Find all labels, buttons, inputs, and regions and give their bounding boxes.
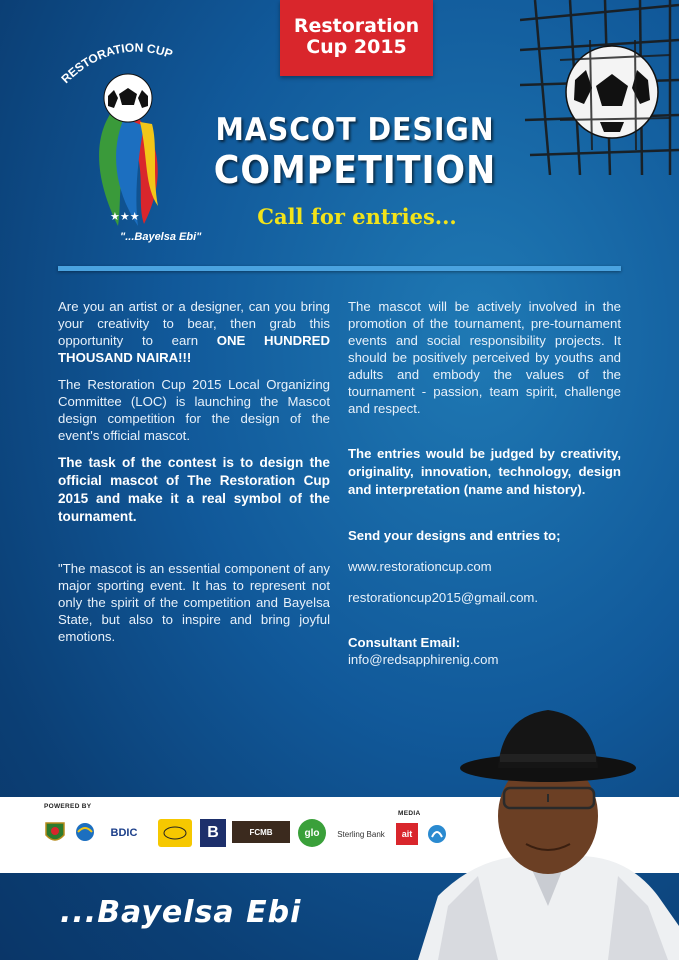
sponsor-sterling: Sterling Bank bbox=[337, 829, 385, 839]
divider bbox=[58, 266, 621, 271]
sponsor-fcmb: FCMB bbox=[232, 821, 290, 843]
sponsor-ait: ait bbox=[396, 823, 418, 845]
logo-arc-text: RESTORATION CUP bbox=[58, 40, 175, 87]
tourism-agency-icon bbox=[74, 821, 96, 843]
loc-paragraph: The Restoration Cup 2015 Local Organizing Committee (LOC) is launching the Mascot design competition for the design of the event's official mascot. bbox=[58, 377, 330, 443]
left-column bbox=[58, 298, 330, 655]
judging-paragraph: The entries would be judged by creativity, originality, innovation, technology, design and interpretation (name and history). bbox=[348, 446, 621, 497]
logo-stars: ★★★ bbox=[110, 210, 140, 223]
prize-text: ONE HUNDRED THOUSAND NAIRA!!! bbox=[58, 333, 330, 365]
badge-line-2: Cup 2015 bbox=[306, 36, 407, 58]
mtn-logo-icon bbox=[158, 819, 192, 847]
football-net-icon bbox=[520, 0, 679, 175]
task-paragraph: The task of the contest is to design the official mascot of The Restoration Cup 2015 and make it a real symbol of the tournament. bbox=[58, 455, 330, 524]
sponsor-b: B bbox=[200, 819, 226, 847]
send-heading: Send your designs and entries to; bbox=[348, 528, 561, 543]
media-label: MEDIA bbox=[398, 810, 421, 817]
bayelsa-seal-icon bbox=[44, 821, 66, 845]
intro-text: Are you an artist or a designer, can you bring your creativity to bear, then grab this opportunity to earn bbox=[58, 299, 330, 348]
call-for-entries: Call for entries... bbox=[257, 204, 457, 229]
sponsor-glo: glo bbox=[298, 819, 326, 847]
website-link[interactable]: www.restorationcup.com bbox=[348, 559, 492, 574]
headline-line-2: COMPETITION bbox=[213, 148, 497, 192]
headline-line-1: MASCOT DESIGN bbox=[215, 112, 495, 148]
intro-paragraph bbox=[58, 298, 330, 366]
entries-email-link[interactable]: restorationcup2015@gmail.com. bbox=[348, 590, 539, 605]
slogan: ...Bayelsa Ebi bbox=[60, 895, 302, 930]
quote-paragraph: "The mascot is an essential component of any major sporting event. It has to represent not only the spirit of the competition and Bayelsa State, but also to inspire and bring joyful emotions. bbox=[58, 561, 330, 644]
right-column bbox=[348, 298, 621, 678]
headline bbox=[200, 110, 510, 190]
sponsor-bdic: BDIC bbox=[110, 827, 138, 839]
portrait-image bbox=[418, 706, 679, 960]
title-badge bbox=[280, 0, 433, 76]
badge-line-1: Restoration bbox=[293, 15, 420, 37]
consultant-email-link[interactable]: info@redsapphirenig.com bbox=[348, 652, 499, 667]
logo-tagline: "...Bayelsa Ebi" bbox=[120, 231, 202, 243]
involvement-paragraph: The mascot will be actively involved in the promotion of the tournament, pre-tournament events and social responsibility projects. It should be positively perceived by youths and adults and embody the values of the tournament - passion, team spirit, challenge and respect. bbox=[348, 299, 621, 416]
powered-by-label: POWERED BY bbox=[44, 803, 92, 810]
consultant-heading: Consultant Email: bbox=[348, 635, 461, 650]
